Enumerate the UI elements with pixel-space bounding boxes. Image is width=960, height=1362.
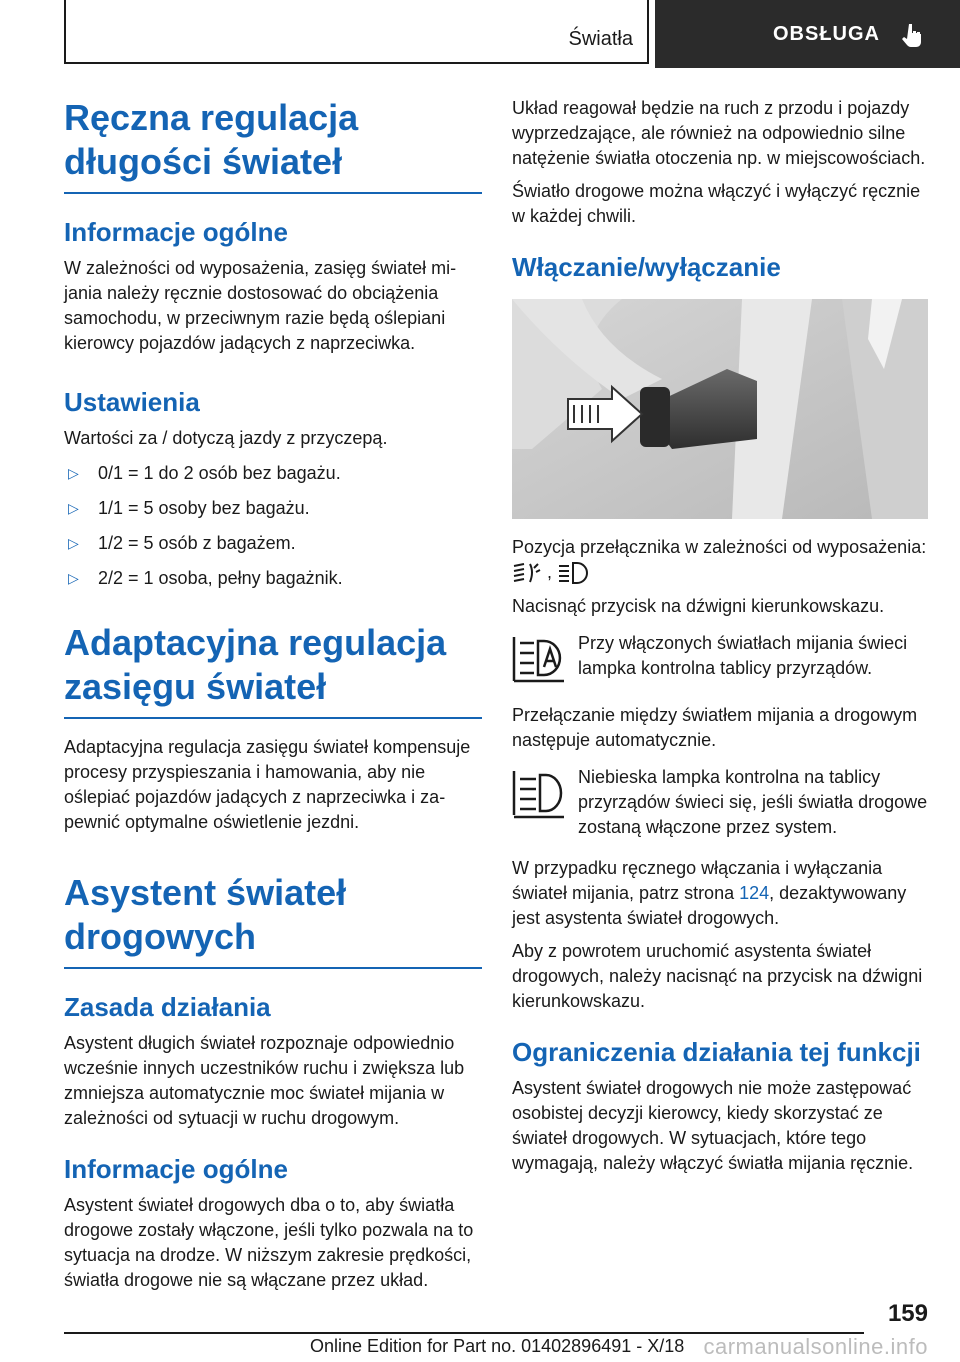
heading-principle: Zasada działania: [64, 992, 271, 1022]
list-item: ▷ 0/1 = 1 do 2 osób bez bagażu.: [64, 461, 482, 486]
left-column: [64, 96, 482, 1293]
note-text: Przy włączonych światłach mijania świeci lampka kontrolna tablicy przyrządów.: [578, 633, 908, 679]
paragraph-general-info-2: Asystent świateł drogowych dba o to, aby światła drogowe zostały włączone, jeśli tylko pozwala na to sytuacja na drodze. W niższym zakresie prędkości, światła drogowe nie są włączane przez układ.: [64, 1195, 474, 1290]
heading-general-info: Informacje ogólne: [64, 217, 288, 247]
paragraph-reaction: Układ reagował będzie na ruch z przodu i pojazdy wyprzedzające, ale również na odpowiednio silne natężenie światła otoczenia np. w miejscowościach.: [512, 98, 926, 168]
paragraph-switch-position: Pozycja przełącznika w zależności od wyposażenia: ,: [512, 535, 928, 586]
heading-adaptive-range: Adaptacyjna regulacja zasięgu świateł: [64, 621, 482, 719]
paragraph-general-info: W zależności od wyposażenia, zasięg świateł mijania należy ręcznie dostosować do obciążenia samochodu, w przeciwnym razie będą oślepiani kierowcy pojazdów jadących z naprzeciwka.: [64, 258, 457, 353]
section-tab: [655, 0, 960, 68]
section-title: OBSŁUGA: [773, 22, 880, 45]
note-low-beam-indicator: [512, 631, 928, 687]
paragraph-restart: Aby z powrotem uruchomić asystenta świateł drogowych, należy nacisnąć na przycisk na dźwigni kierunkowskazu.: [512, 941, 923, 1012]
triangle-bullet-icon: ▷: [68, 535, 79, 551]
paragraph-manual-toggle: Światło drogowe można włączyć i wyłączyć ręcznie w każdej chwili.: [512, 181, 921, 226]
list-item: ▷ 1/2 = 5 osób z bagażem.: [64, 531, 482, 556]
heading-limits: Ograniczenia działania tej funkcji: [512, 1037, 921, 1068]
heading-manual-range: Ręczna regulacja długości świateł: [64, 96, 482, 194]
settings-list: [64, 461, 482, 591]
high-beam-assistant-lever-icon: [512, 560, 542, 586]
hand-pointer-icon: [900, 21, 926, 47]
high-beam-indicator-icon: [512, 765, 566, 821]
auto-high-beam-indicator-icon: [512, 631, 566, 687]
note-text: Niebieska lampka kontrolna na tablicy przyrządów świeci się, jeśli światła drogowe zostaną włączone przez system.: [578, 767, 928, 838]
heading-general-info-2: Informacje ogólne: [64, 1154, 288, 1184]
triangle-bullet-icon: ▷: [68, 500, 79, 516]
right-column: [512, 96, 928, 1176]
page-header: [0, 0, 960, 68]
list-item: ▷ 1/1 = 5 osoby bez bagażu.: [64, 496, 482, 521]
turn-signal-lever-image: [512, 299, 928, 519]
edition-info: Online Edition for Part no. 01402896491 - X/18: [310, 1336, 685, 1356]
heading-settings: Ustawienia: [64, 387, 200, 417]
page-number: 159: [887, 1300, 928, 1327]
heading-on-off: Włączanie/wyłączanie: [512, 252, 781, 282]
paragraph-auto-switch: Przełączanie między światłem mijania a drogowym następuje automatycznie.: [512, 705, 918, 751]
watermark: carmanualsonline.info: [703, 1334, 928, 1359]
paragraph-settings: Wartości za / dotyczą jazdy z przyczepą.: [64, 428, 388, 448]
triangle-bullet-icon: ▷: [68, 465, 79, 481]
heading-high-beam-assistant: Asystent świateł drogowych: [64, 871, 482, 969]
page-link[interactable]: 124: [739, 883, 770, 904]
paragraph-adaptive: Adaptacyjna regulacja zasięgu świateł kompensuje procesy przyspieszania i hamowania, aby nie oślepiać pojazdów jadących z naprzeciwka i zapewnić optymalne oświetlenie jezdni.: [64, 737, 471, 832]
paragraph-press-button: Nacisnąć przycisk na dźwigni kierunkowskazu.: [512, 596, 885, 617]
paragraph-limits: Asystent świateł drogowych nie może zastępować osobistej decyzji kierowcy, kiedy skorzystać ze świateł drogowych. W sytuacjach, które tego wymagają, należy włączyć światła mijania ręcznie.: [512, 1078, 914, 1174]
paragraph-principle: Asystent długich świateł rozpoznaje odpowiednio wcześnie innych uczestników ruchu i zwiększa lub zmniejsza automatycznie moc świateł mijania w zależności od sytuacji w ruchu drogowym.: [64, 1033, 465, 1128]
triangle-bullet-icon: ▷: [68, 570, 79, 586]
chapter-tab: [64, 0, 649, 64]
note-blue-indicator: [512, 765, 928, 840]
list-item: ▷ 2/2 = 1 osoba, pełny bagażnik.: [64, 566, 482, 591]
chapter-title: Światła: [568, 28, 633, 50]
paragraph-manual-switching: W przypadku ręcznego włączania i wyłączania świateł mijania, patrz strona 124, dezaktywowany jest asystenta świateł drogowych.: [512, 858, 907, 929]
high-beam-icon: [557, 560, 589, 586]
